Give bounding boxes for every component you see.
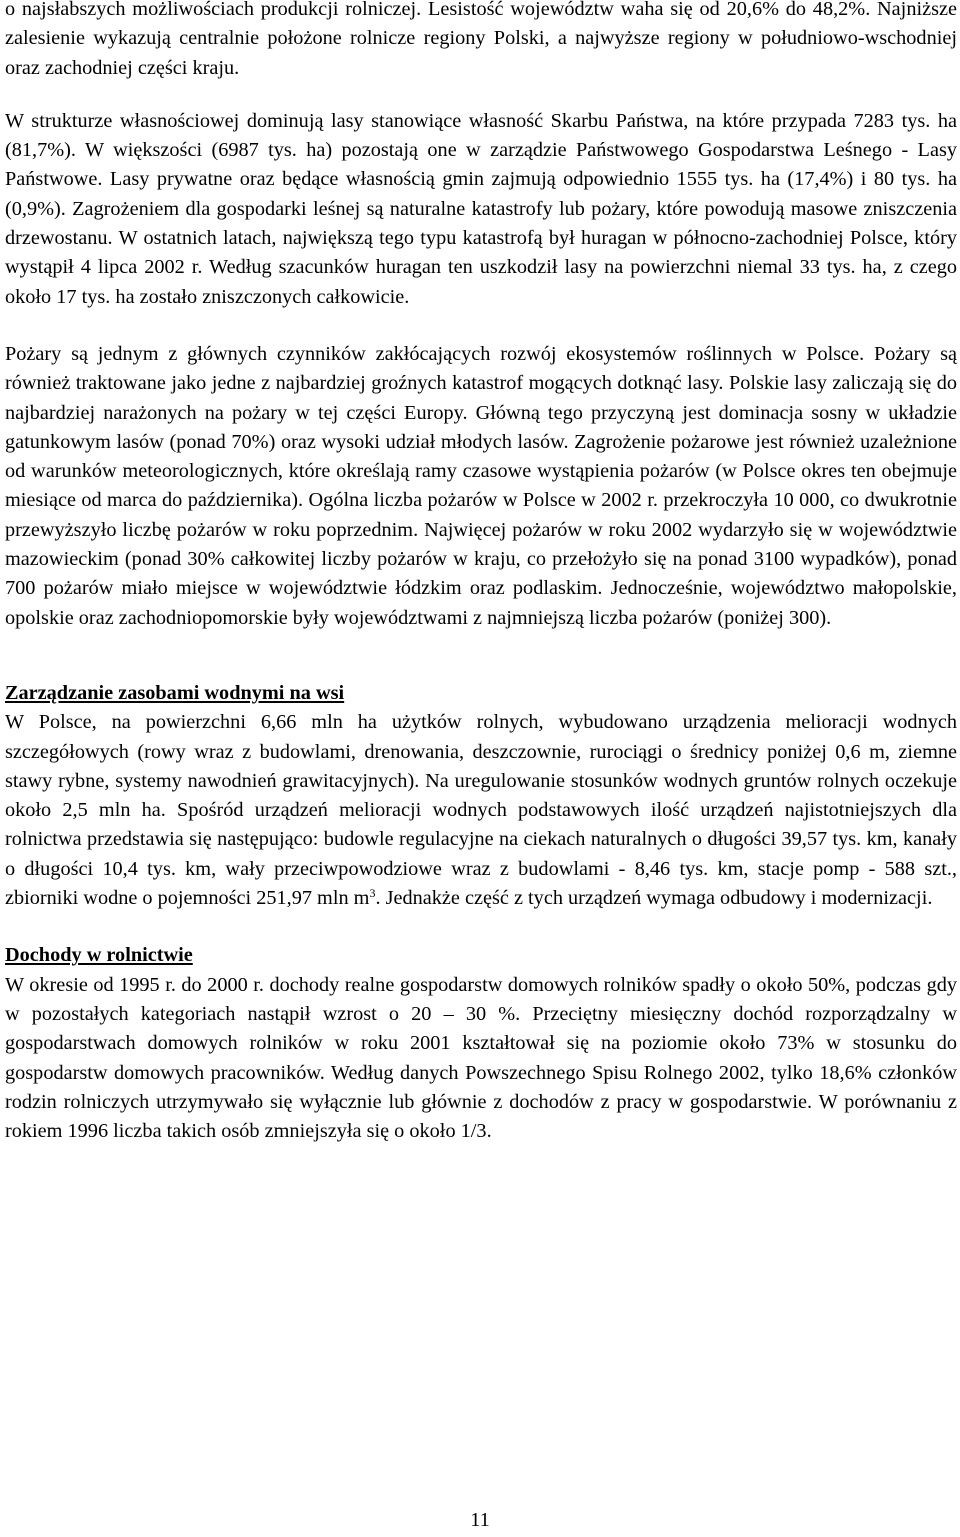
heading-water-management: Zarządzanie zasobami wodnymi na wsi: [5, 681, 345, 704]
paragraph-agricultural-income: W okresie od 1995 r. do 2000 r. dochody realne gospodarstw domowych rolników spadły o około 50%, podczas gdy w pozostałych kategoriach nastąpił wzrost o 20 – 30 %. Przeciętny miesięczny dochód rozporządzalny w gospodarstwach domowych rolników w roku 2001 kształtował się na poziomie około 73% w stosunku do gospodarstw domowych pracowników. Według danych Powszechnego Spisu Rolnego 2002, tylko 18,6% członków rodzin rolniczych utrzymywało się wyłącznie lub głównie z dochodów z pracy w gospodarstwie. W porównaniu z rokiem 1996 liczba takich osób zmniejszyła się o około 1/3.: [5, 973, 957, 1143]
paragraph-forest-ownership: W strukturze własnościowej dominują lasy stanowiące własność Skarbu Państwa, na które przypada 7283 tys. ha (81,7%). W większości (6987 tys. ha) pozostają one w zarządzie Państwowego Gospodarstwa Leśnego - Lasy Państwowe. Lasy prywatne oraz będące własnością gmin zajmują odpowiednio 1555 tys. ha (17,4%) i 80 tys. ha (0,9%). Zagrożeniem dla gospodarki leśnej są naturalne katastrofy lub pożary, które powodują masowe zniszczenia drzewostanu. W ostatnich latach, największą tego typu katastrofą był huragan w północno-zachodniej Polsce, który wystąpił 4 lipca 2002 r. Według szacunków huragan ten uszkodził lasy na powierzchni niemal 33 tys. ha, z czego około 17 tys. ha zostało zniszczonych całkowicie.: [5, 109, 957, 308]
cubic-superscript: 3: [369, 886, 376, 901]
water-text-end: . Jednakże część z tych urządzeń wymaga odbudowy i modernizacji.: [375, 887, 933, 910]
document-page: [5, 0, 957, 1146]
paragraph-forest-fires: Pożary są jednym z głównych czynników zakłócających rozwój ekosystemów roślinnych w Polsce. Pożary są również traktowane jako jedne z najbardziej groźnych katastrof mogących dotknąć lasy. Polskie lasy zaliczają się do najbardziej narażonych na pożary w tej części Europy. Główną tego przyczyną jest dominacja sosny w układzie gatunkowym lasów (ponad 70%) oraz wysoki udział młodych lasów. Zagrożenie pożarowe jest również uzależnione od warunków meteorologicznych, które określają ramy czasowe wystąpienia pożarów (w Polsce okres ten obejmuje miesiące od marca do października). Ogólna liczba pożarów w Polsce w 2002 r. przekroczyła 10 000, co dwukrotnie przewyższyło liczbę pożarów w roku poprzednim. Najwięcej pożarów w roku 2002 wydarzyło się w województwie mazowieckim (ponad 30% całkowitej liczby pożarów w kraju, co przełożyło się na ponad 3100 wypadków), ponad 700 pożarów miało miejsce w województwie łódzkim oraz podlaskim. Jednocześnie, województwo małopolskie, opolskie oraz zachodniopomorskie były województwami z najmniejszą liczba pożarów (poniżej 300).: [5, 342, 957, 629]
paragraph-forest-coverage: o najsłabszych możliwościach produkcji rolniczej. Lesistość województw waha się od 20,6% do 48,2%. Najniższe zalesienie wykazują centralnie położone rolnicze regiony Polski, a najwyższe regiony w południowo-wschodniej oraz zachodniej części kraju.: [5, 0, 957, 79]
heading-agricultural-income: Dochody w rolnictwie: [5, 944, 193, 967]
page-number: 11: [470, 1509, 490, 1531]
section-water-management: [5, 679, 957, 913]
water-text-main: W Polsce, na powierzchni 6,66 mln ha użytków rolnych, wybudowano urządzenia melioracji wodnych szczegółowych (rowy wraz z budowlami, drenowania, deszczownie, rurociągi o średnicy poniżej 0,6 m, ziemne stawy rybne, systemy nawodnień grawitacyjnych). Na uregulowanie stosunków wodnych gruntów rolnych oczekuje około 2,5 mln ha. Spośród urządzeń melioracji wodnych podstawowych ilość urządzeń najistotniejszych dla rolnictwa przedstawia się następująco: budowle regulacyjne na ciekach naturalnych o długości 39,57 tys. km, kanały o długości 10,4 tys. km, wały przeciwpowodziowe wraz z budowlami - 8,46 tys. km, stacje pomp - 588 szt., zbiorniki wodne o pojemności 251,97 mln m: [5, 711, 957, 910]
section-agricultural-income: [5, 941, 957, 1146]
paragraph-water-management: [5, 708, 957, 913]
